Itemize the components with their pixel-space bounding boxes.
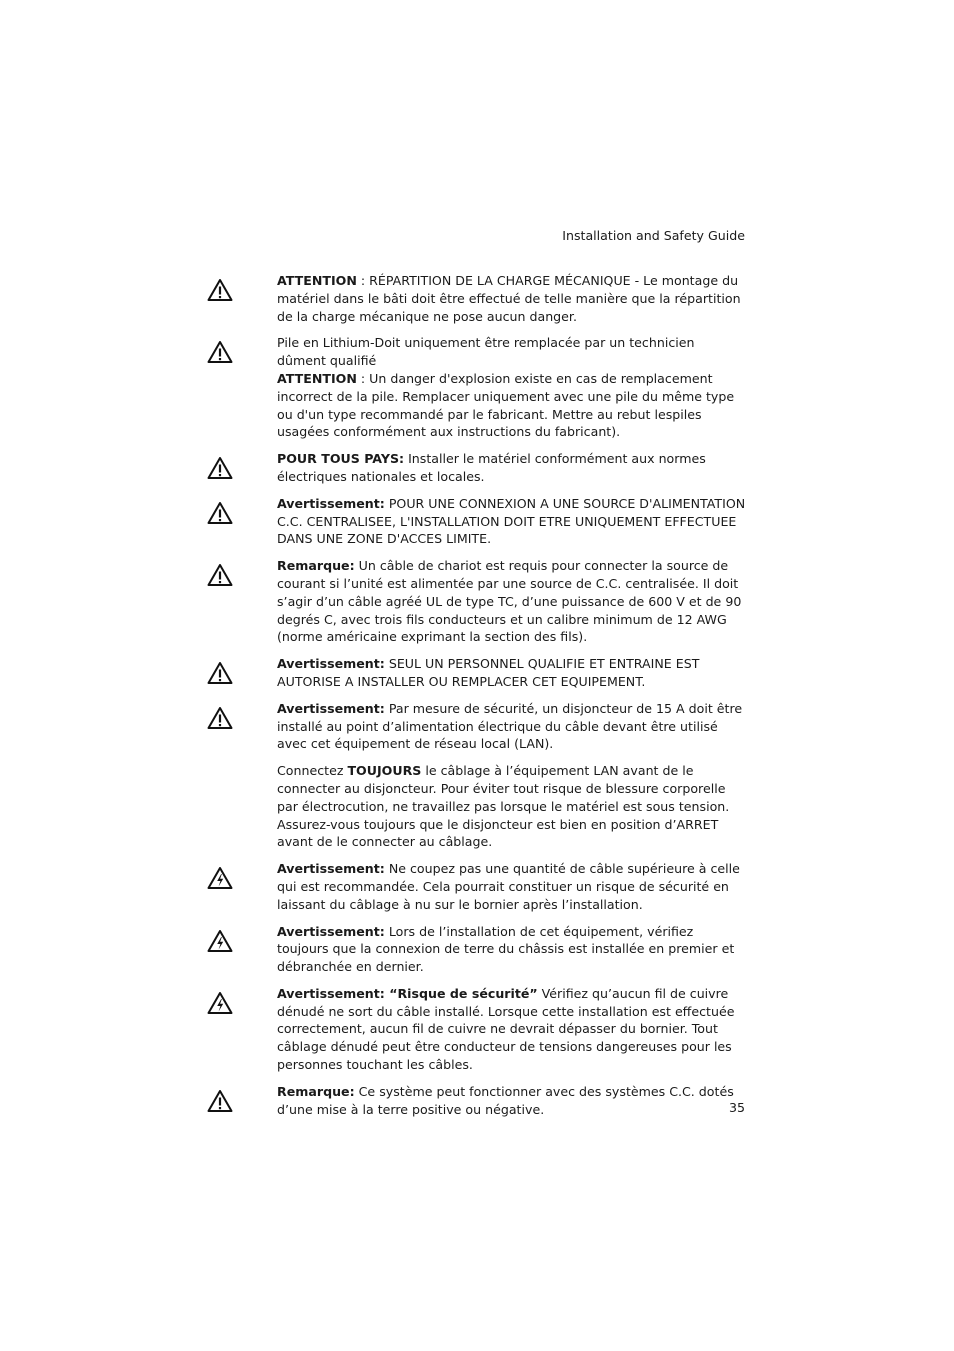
warning-triangle-icon [207, 563, 233, 587]
notice-keyword: Avertissement: [277, 861, 385, 877]
warning-triangle-icon [207, 456, 233, 480]
notice-run: Installer le matériel conformément aux normes électriques nationales et locales. [277, 451, 706, 484]
notice-keyword: POUR TOUS PAYS: [277, 451, 405, 467]
notice-text [277, 860, 747, 913]
notice-block [277, 762, 747, 851]
notice-keyword: ATTENTION [277, 370, 357, 386]
warning-triangle-icon [207, 661, 233, 685]
notice-text [277, 334, 747, 370]
notice-block [277, 450, 747, 486]
notice-run: Par mesure de sécurité, un disjoncteur de 15 A doit être installé au point d’alimentation électrique du câble devant être utilisé avec cet équipement de réseau local (LAN). [277, 700, 743, 752]
notice-block [277, 272, 747, 325]
notice-block [277, 1083, 747, 1119]
notice-keyword: Avertissement: [277, 656, 385, 672]
electrical-hazard-icon [207, 991, 233, 1015]
notice-text [277, 762, 747, 851]
warning-triangle-icon [207, 1089, 233, 1113]
notice-text [277, 272, 747, 325]
notice-run: SEUL UN PERSONNEL QUALIFIE ET ENTRAINE EST AUTORISE A INSTALLER OU REMPLACER CET EQUIPEMENT. [277, 656, 700, 689]
electrical-hazard-icon [207, 929, 233, 953]
notice-run: Un câble de chariot est requis pour connecter la source de courant si l’unité est alimentée par une source de C.C. centralisée. Il doit s’agir d’un câble agréé UL de type TC, d’une puissance de 600 V et de 90 degrés C, avec trois fils conducteurs et un calibre minimum de 12 AWG (norme américaine exprimant la section des fils). [277, 558, 742, 645]
notice-text [277, 1083, 747, 1119]
notice-block [277, 923, 747, 976]
notice-keyword: Avertissement: [277, 495, 385, 511]
notice-keyword: Avertissement: [277, 700, 385, 716]
notice-keyword: ATTENTION [277, 273, 357, 288]
notice-keyword: Avertissement: [277, 923, 385, 939]
notice-block [277, 495, 747, 548]
notice-block [277, 860, 747, 913]
notice-text [277, 450, 747, 486]
notice-text [277, 495, 747, 548]
notice-block [277, 334, 747, 441]
notice-run: Connectez [277, 763, 348, 779]
notice-text [277, 700, 747, 753]
warning-triangle-icon [207, 706, 233, 730]
notice-block [277, 700, 747, 753]
notice-keyword: Avertissement: “Risque de sécurité” [277, 985, 538, 1001]
notice-block [277, 985, 747, 1074]
electrical-hazard-icon [207, 866, 233, 890]
notice-run: Lors de l’installation de cet équipement, vérifiez toujours que la connexion de terre du châssis est installée en premier et débranchée en dernier. [277, 923, 735, 975]
notice-keyword: TOUJOURS [347, 763, 422, 779]
notice-run: Pile en Lithium-Doit uniquement être remplacée par un technicien dûment qualifié [277, 335, 695, 369]
notice-run: : Un danger d'explosion existe en cas de remplacement incorrect de la pile. Remplacer uniquement avec une pile du même type ou d'un type recommandé par le fabricant. Mettre au rebut lespiles usagées conformément aux instructions du fabricant). [277, 370, 735, 440]
notice-text [277, 985, 747, 1074]
notice-run: le câblage à l’équipement LAN avant de le connecter au disjoncteur. Pour éviter tout risque de blessure corporelle par électrocution, ne travaillez pas lorsque le matériel est sous tension. Assurez-vous toujours que le disjoncteur est bien en position d’ARRET avant de le connecter au câblage. [277, 763, 730, 850]
page-number: 35 [728, 1100, 745, 1115]
safety-notices [0, 272, 954, 1118]
notice-keyword: Remarque: [277, 1083, 355, 1099]
notice-keyword: Remarque: [277, 558, 355, 574]
notice-run: POUR UNE CONNEXION A UNE SOURCE D'ALIMENTATION C.C. CENTRALISEE, L'INSTALLATION DOIT ETRE UNIQUEMENT EFFECTUEE DANS UNE ZONE D'ACCES LIMITE. [277, 495, 746, 547]
notice-run: Ce système peut fonctionner avec des systèmes C.C. dotés d’une mise à la terre positive ou négative. [277, 1083, 734, 1117]
notice-run: Ne coupez pas une quantité de câble supérieure à celle qui est recommandée. Cela pourrait constituer un risque de sécurité en laissant du câblage à nu sur le bornier après l’installation. [277, 861, 740, 912]
notice-text [277, 923, 747, 976]
warning-triangle-icon [207, 340, 233, 364]
notice-run: Vérifiez qu’aucun fil de cuivre dénudé ne sort du câble installé. Lorsque cette installation est effectuée correctement, aucun fil de cuivre ne devrait dépasser du bornier. Tout câblage dénudé peut être conducteur de tensions dangereuses pour les personnes touchant les câbles. [277, 985, 735, 1073]
notice-block [277, 655, 747, 691]
warning-triangle-icon [207, 501, 233, 525]
warning-triangle-icon [207, 278, 233, 302]
notice-run: : RÉPARTITION DE LA CHARGE MÉCANIQUE - Le montage du matériel dans le bâti doit être effectué de telle manière que la répartition de la charge mécanique ne pose aucun danger. [277, 273, 741, 324]
notice-text [277, 557, 747, 646]
running-header: Installation and Safety Guide [562, 228, 745, 243]
notice-block [277, 557, 747, 646]
notice-text [277, 370, 747, 441]
notice-text [277, 655, 747, 691]
